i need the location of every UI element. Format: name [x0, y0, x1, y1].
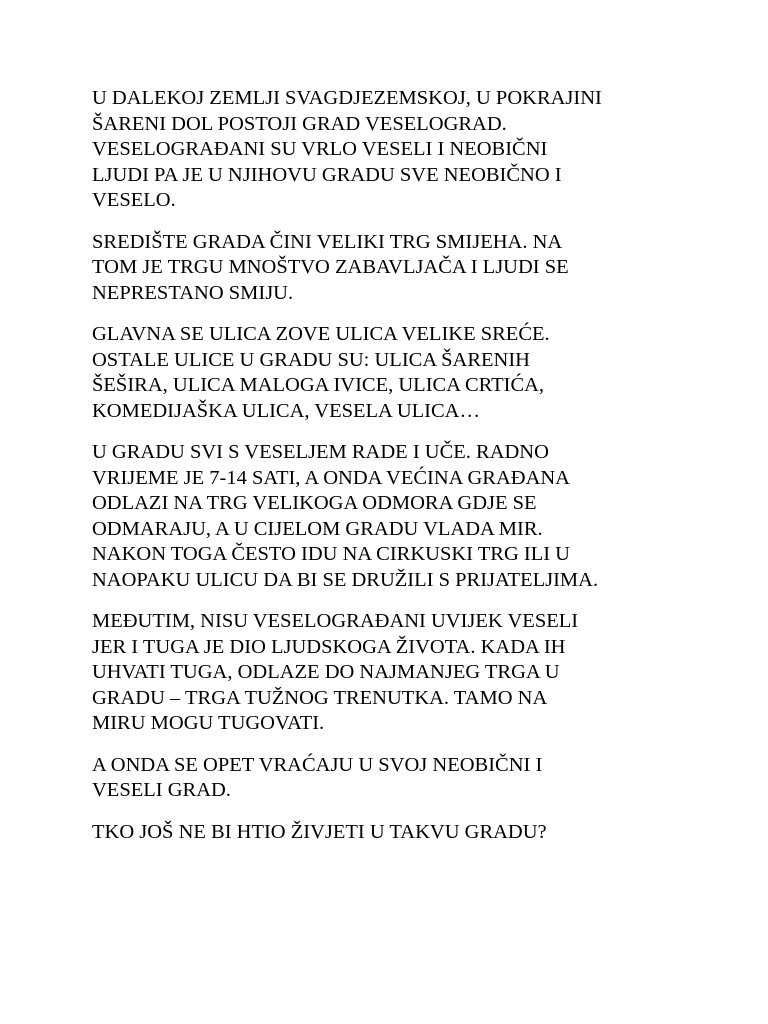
text-line: NEPRESTANO SMIJU. [92, 281, 294, 304]
text-line: ŠARENI DOL POSTOJI GRAD VESELOGRAD. [92, 112, 507, 135]
text-line: OSTALE ULICE U GRADU SU: ULICA ŠARENIH [92, 348, 530, 371]
text-line: UHVATI TUGA, ODLAZE DO NAJMANJEG TRGA U [92, 661, 560, 683]
text-line: SREDIŠTE GRADA ČINI VELIKI TRG SMIJEHA. NA [92, 230, 563, 253]
text-line: ODLAZI NA TRG VELIKOGA ODMORA GDJE SE [92, 492, 537, 514]
text-line: TKO JOŠ NE BI HTIO ŽIVJETI U TAKVU GRADU? [92, 820, 547, 843]
text-line: ŠEŠIRA, ULICA MALOGA IVICE, ULICA CRTIĆA, [92, 374, 545, 396]
text-line: ODMARAJU, A U CIJELOM GRADU VLADA MIR. [92, 517, 543, 540]
document-body [92, 86, 702, 861]
paragraph-3 [92, 322, 702, 424]
paragraph-5 [92, 609, 702, 737]
text-line: GRADU – TRGA TUŽNOG TRENUTKA. TAMO NA [92, 686, 548, 709]
text-line: VRIJEME JE 7-14 SATI, A ONDA VEĆINA GRAĐANA [92, 466, 570, 489]
paragraph-1 [92, 86, 702, 214]
text-line: VESELO. [92, 189, 176, 211]
text-line: VESELI GRAD. [92, 779, 231, 801]
text-line: VESELOGRAĐANI SU VRLO VESELI I NEOBIČNI [92, 138, 548, 160]
text-line: KOMEDIJAŠKA ULICA, VESELA ULICA… [92, 399, 480, 422]
text-line: U GRADU SVI S VESELJEM RADE I UČE. RADNO [92, 441, 549, 463]
text-line: LJUDI PA JE U NJIHOVU GRADU SVE NEOBIČNO I [92, 163, 562, 186]
paragraph-4 [92, 440, 702, 593]
text-line: MIRU MOGU TUGOVATI. [92, 712, 325, 734]
text-line: GLAVNA SE ULICA ZOVE ULICA VELIKE SREĆE. [92, 323, 550, 345]
paragraph-2 [92, 230, 702, 307]
text-line: NAKON TOGA ČESTO IDU NA CIRKUSKI TRG ILI U [92, 543, 570, 565]
paragraph-6 [92, 753, 702, 804]
text-line: MEĐUTIM, NISU VESELOGRAĐANI UVIJEK VESELI [92, 610, 579, 632]
text-line: TOM JE TRGU MNOŠTVO ZABAVLJAČA I LJUDI SE [92, 256, 569, 278]
paragraph-7 [92, 820, 702, 846]
text-line: A ONDA SE OPET VRAĆAJU U SVOJ NEOBIČNI I [92, 753, 543, 776]
text-line: U DALEKOJ ZEMLJI SVAGDJEZEMSKOJ, U POKRAJINI [92, 87, 602, 109]
text-line: NAOPAKU ULICU DA BI SE DRUŽILI S PRIJATELJIMA. [92, 568, 599, 591]
text-line: JER I TUGA JE DIO LJUDSKOGA ŽIVOTA. KADA IH [92, 635, 566, 658]
